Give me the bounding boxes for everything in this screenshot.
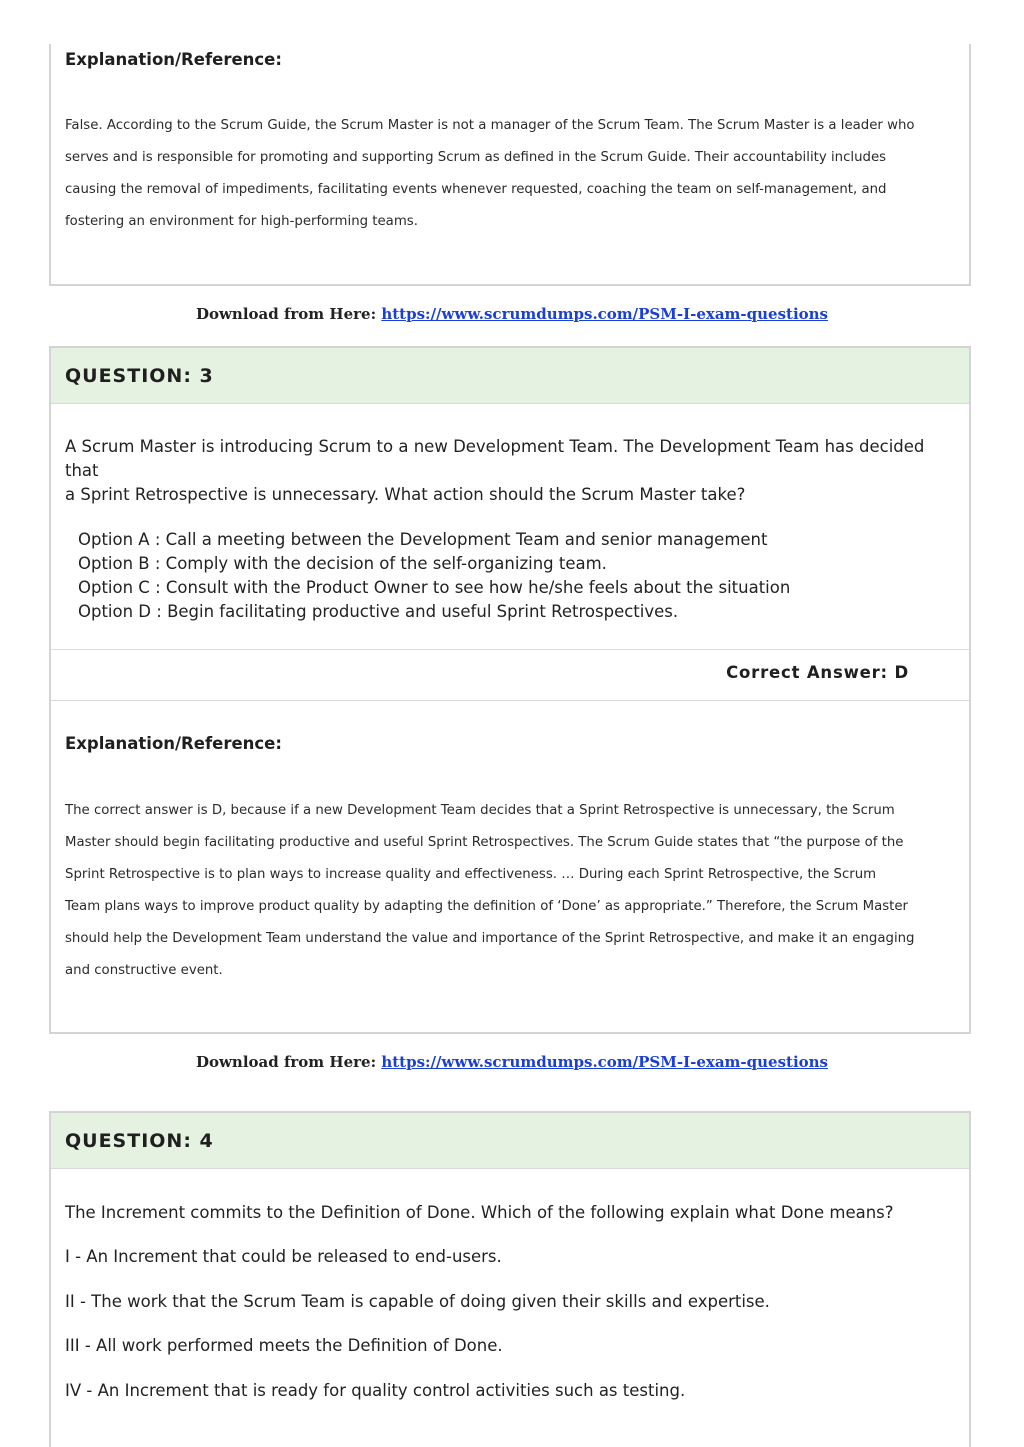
question-box-4 <box>49 1111 971 1447</box>
statement-3: III - All work performed meets the Definition of Done. <box>65 1336 503 1355</box>
download-line <box>0 1053 1024 1071</box>
question-text: The Increment commits to the Definition of Done. Which of the following explain what Done means? <box>65 1203 894 1222</box>
option-b: Option B : Comply with the decision of the self-organizing team. <box>78 554 607 573</box>
explanation-line: should help the Development Team understand the value and importance of the Sprint Retrospective, and make it an engaging <box>65 931 915 946</box>
question-text-line: a Sprint Retrospective is unnecessary. What action should the Scrum Master take? <box>65 485 746 504</box>
question-text <box>51 435 969 507</box>
option-c: Option C : Consult with the Product Owner to see how he/she feels about the situation <box>78 578 791 597</box>
question-text-line: A Scrum Master is introducing Scrum to a new Development Team. The Development Team has decided that <box>65 437 925 480</box>
explanation-line: False. According to the Scrum Guide, the Scrum Master is not a manager of the Scrum Team. The Scrum Master is a leader who <box>65 118 915 133</box>
download-label: Download from Here: <box>195 1053 377 1071</box>
download-label: Download from Here: <box>195 305 377 323</box>
explanation-text <box>51 110 929 238</box>
question-heading: QUESTION: 4 <box>51 1113 969 1169</box>
explanation-box-q2 <box>49 44 971 286</box>
explanation-title: Explanation/Reference: <box>65 734 282 753</box>
statement-2: II - The work that the Scrum Team is capable of doing given their skills and expertise. <box>65 1292 770 1311</box>
explanation-line: and constructive event. <box>65 963 223 978</box>
download-link[interactable]: https://www.scrumdumps.com/PSM-I-exam-questions <box>381 305 829 323</box>
answer-row <box>51 649 969 701</box>
explanation-line: causing the removal of impediments, facilitating events whenever requested, coaching the team on self-management, and <box>65 182 887 197</box>
question-box-3 <box>49 346 971 1034</box>
explanation-line: serves and is responsible for promoting and supporting Scrum as defined in the Scrum Guide. Their accountability includes <box>65 150 887 165</box>
statement-4: IV - An Increment that is ready for quality control activities such as testing. <box>65 1381 686 1400</box>
explanation-line: The correct answer is D, because if a new Development Team decides that a Sprint Retrospective is unnecessary, the Scrum <box>65 803 895 818</box>
options-list <box>51 528 790 624</box>
explanation-line: fostering an environment for high-performing teams. <box>65 214 418 229</box>
explanation-title: Explanation/Reference: <box>65 50 282 69</box>
explanation-line: Master should begin facilitating productive and useful Sprint Retrospectives. The Scrum Guide states that “the purpose of the <box>65 835 904 850</box>
option-a: Option A : Call a meeting between the Development Team and senior management <box>78 530 768 549</box>
statement-1: I - An Increment that could be released to end-users. <box>65 1247 502 1266</box>
question-heading: QUESTION: 3 <box>51 348 969 404</box>
correct-answer: Correct Answer: D <box>726 663 909 682</box>
explanation-line: Team plans ways to improve product quality by adapting the definition of ‘Done’ as appropriate.” Therefore, the Scrum Master <box>65 899 909 914</box>
option-d: Option D : Begin facilitating productive and useful Sprint Retrospectives. <box>78 602 679 621</box>
download-link[interactable]: https://www.scrumdumps.com/PSM-I-exam-questions <box>381 1053 829 1071</box>
download-line <box>0 305 1024 323</box>
explanation-text <box>51 795 929 987</box>
explanation-line: Sprint Retrospective is to plan ways to increase quality and effectiveness. … During each Sprint Retrospective, the Scrum <box>65 867 877 882</box>
